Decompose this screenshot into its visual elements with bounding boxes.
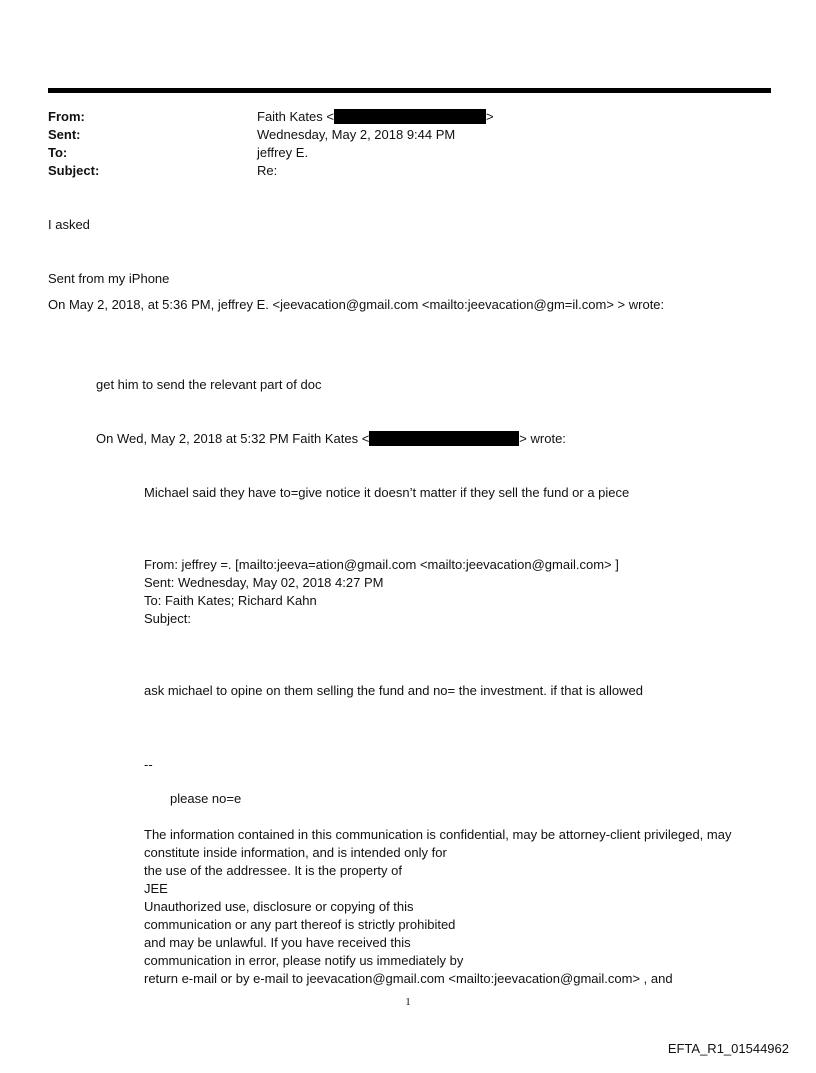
to-value: jeffrey E.	[257, 145, 309, 160]
quote1-text: get him to send the relevant part of doc	[96, 377, 322, 392]
document-id: EFTA_R1_01544962	[667, 1041, 789, 1056]
orig-sent: Sent: Wednesday, May 02, 2018 4:27 PM	[144, 575, 384, 590]
from-label: From:	[48, 109, 85, 124]
quote2-intro: On Wed, May 2, 2018 at 5:32 PM Faith Kates < > wrote:	[96, 431, 566, 446]
orig-subject: Subject:	[144, 611, 191, 626]
disclaimer-line: JEE	[144, 881, 168, 896]
original-text: ask michael to opine on them selling the fund and no= the investment. if that is allowed	[144, 683, 643, 698]
signature-text: Sent from my iPhone	[48, 271, 170, 286]
to-label: To:	[48, 145, 68, 160]
disclaimer-line: return e-mail or by e-mail to jeevacation@gmail.com <mailto:jeevacation@gmail.com> , and	[144, 971, 673, 986]
quote2-intro-suffix: wrote:	[530, 431, 566, 446]
header-rule	[48, 88, 771, 93]
from-row	[48, 108, 748, 126]
orig-from: From: jeffrey =. [mailto:jeeva=ation@gmail.com <mailto:jeevacation@gmail.com> ]	[144, 557, 619, 572]
quote2-intro-prefix: On Wed, May 2, 2018 at 5:32 PM Faith Kates	[96, 431, 359, 446]
disclaimer	[144, 826, 731, 988]
from-value: Faith Kates < >	[257, 109, 494, 124]
email-header	[48, 108, 748, 180]
subject-label: Subject:	[48, 163, 100, 178]
disclaimer-line: and may be unlawful. If you have received this	[144, 935, 411, 950]
disclaimer-line: Unauthorized use, disclosure or copying of this	[144, 899, 414, 914]
original-header	[144, 556, 619, 628]
disclaimer-line: The information contained in this communication is confidential, may be attorney-client privileged, may	[144, 827, 732, 842]
to-row	[48, 144, 748, 162]
signature-separator: --	[144, 757, 153, 772]
quote2-text: Michael said they have to=give notice it doesn’t matter if they sell the fund or a piece	[144, 485, 630, 500]
sent-label: Sent:	[48, 127, 81, 142]
subject-row	[48, 162, 748, 180]
redaction-box	[369, 431, 519, 446]
disclaimer-line: communication in error, please notify us immediately by	[144, 953, 464, 968]
page-number: 1	[405, 996, 411, 1008]
disclaimer-line: the use of the addressee. It is the property of	[144, 863, 402, 878]
subject-value: Re:	[257, 163, 278, 178]
disclaimer-line: communication or any part thereof is strictly prohibited	[144, 917, 456, 932]
sent-row	[48, 126, 748, 144]
redaction-box	[334, 109, 486, 124]
sent-value: Wednesday, May 2, 2018 9:44 PM	[257, 127, 456, 142]
quote1-intro: On May 2, 2018, at 5:36 PM, jeffrey E. <jeevacation@gmail.com <mailto:jeevacation@gm=il.com> > wrote:	[48, 297, 665, 312]
orig-to: To: Faith Kates; Richard Kahn	[144, 593, 317, 608]
from-name: Faith Kates	[257, 109, 323, 124]
reply-text: I asked	[48, 217, 90, 232]
disclaimer-line: constitute inside information, and is intended only for	[144, 845, 447, 860]
signature-note: please no=e	[170, 791, 242, 806]
